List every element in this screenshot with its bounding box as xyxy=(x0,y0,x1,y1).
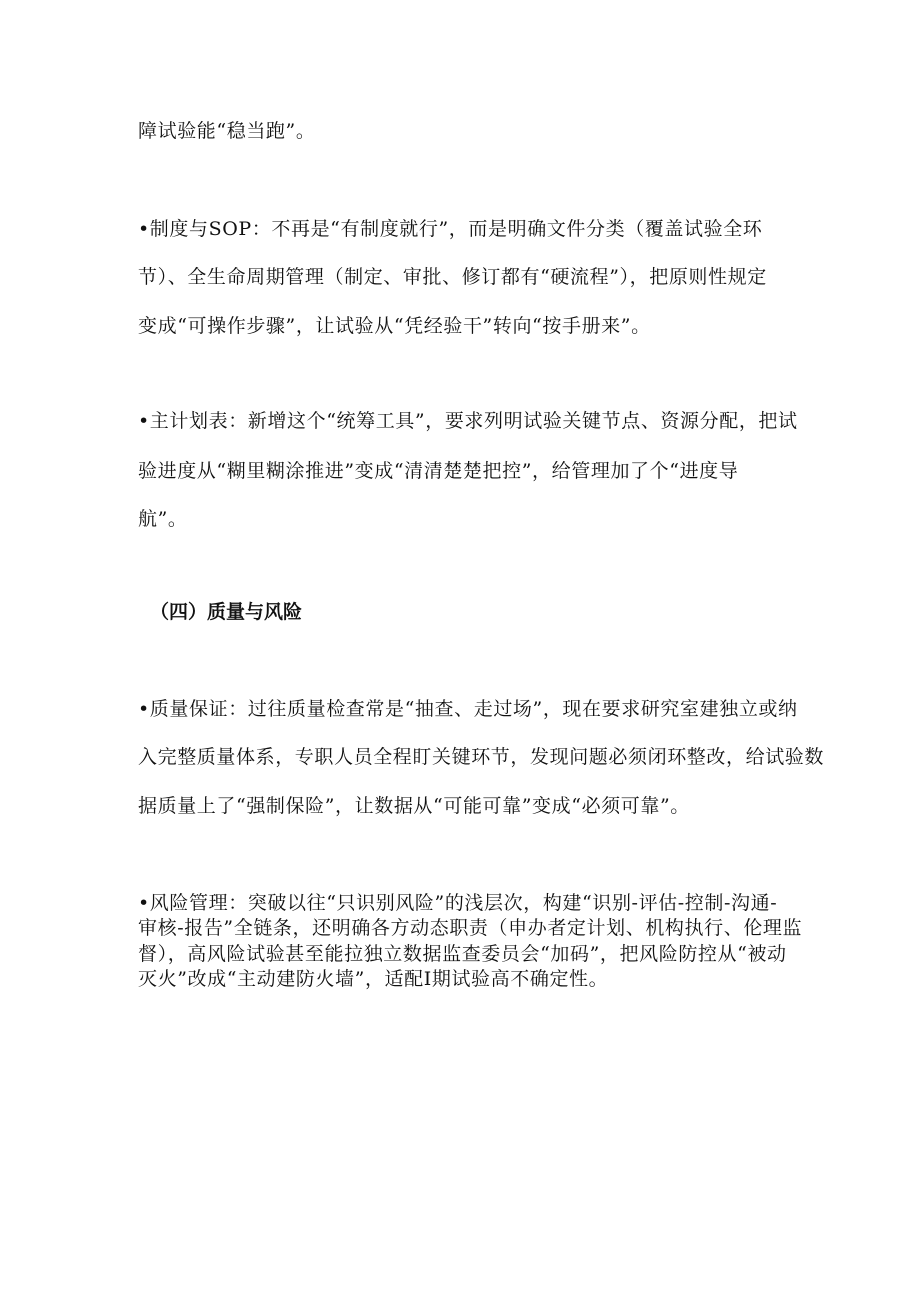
text-line: 变成“可操作步骤”，让试验从“凭经验干”转向“按手册来”。 xyxy=(138,315,651,337)
text-line: •风险管理：突破以往“只识别风险”的浅层次，构建“识别-评估-控制-沟通- xyxy=(138,892,778,914)
section-heading: （四）质量与风险 xyxy=(150,601,303,623)
text-line: 据质量上了“强制保险”，让数据从“可能可靠”变成“必须可靠”。 xyxy=(138,795,690,817)
text-line: 审核-报告”全链条，还明确各方动态职责（申办者定计划、机构执行、伦理监 xyxy=(138,917,803,939)
text-line: 入完整质量体系，专职人员全程盯关键环节，发现问题必须闭环整改，给试验数 xyxy=(138,746,825,768)
text-line: •主计划表：新增这个“统筹工具”，要求列明试验关键节点、资源分配，把试 xyxy=(138,410,798,432)
text-line: 航”。 xyxy=(138,508,188,530)
text-line: 验进度从“糊里糊涂推进”变成“清清楚楚把控”，给管理加了个“进度导 xyxy=(138,460,739,482)
text-line: 节）、全生命周期管理（制定、审批、修订都有“硬流程”），把原则性规定 xyxy=(138,266,767,288)
text-line: 灭火”改成“主动建防火墙”，适配I期试验高不确定性。 xyxy=(138,968,609,990)
text-line: •制度与SOP：不再是“有制度就行”，而是明确文件分类（覆盖试验全环 xyxy=(138,218,763,240)
text-line: 障试验能“稳当跑”。 xyxy=(138,120,316,142)
text-line: •质量保证：过往质量检查常是“抽查、走过场”，现在要求研究室建独立或纳 xyxy=(138,698,798,720)
text-line: 督），高风险试验甚至能拉独立数据监查委员会“加码”，把风险防控从“被动 xyxy=(138,943,787,965)
